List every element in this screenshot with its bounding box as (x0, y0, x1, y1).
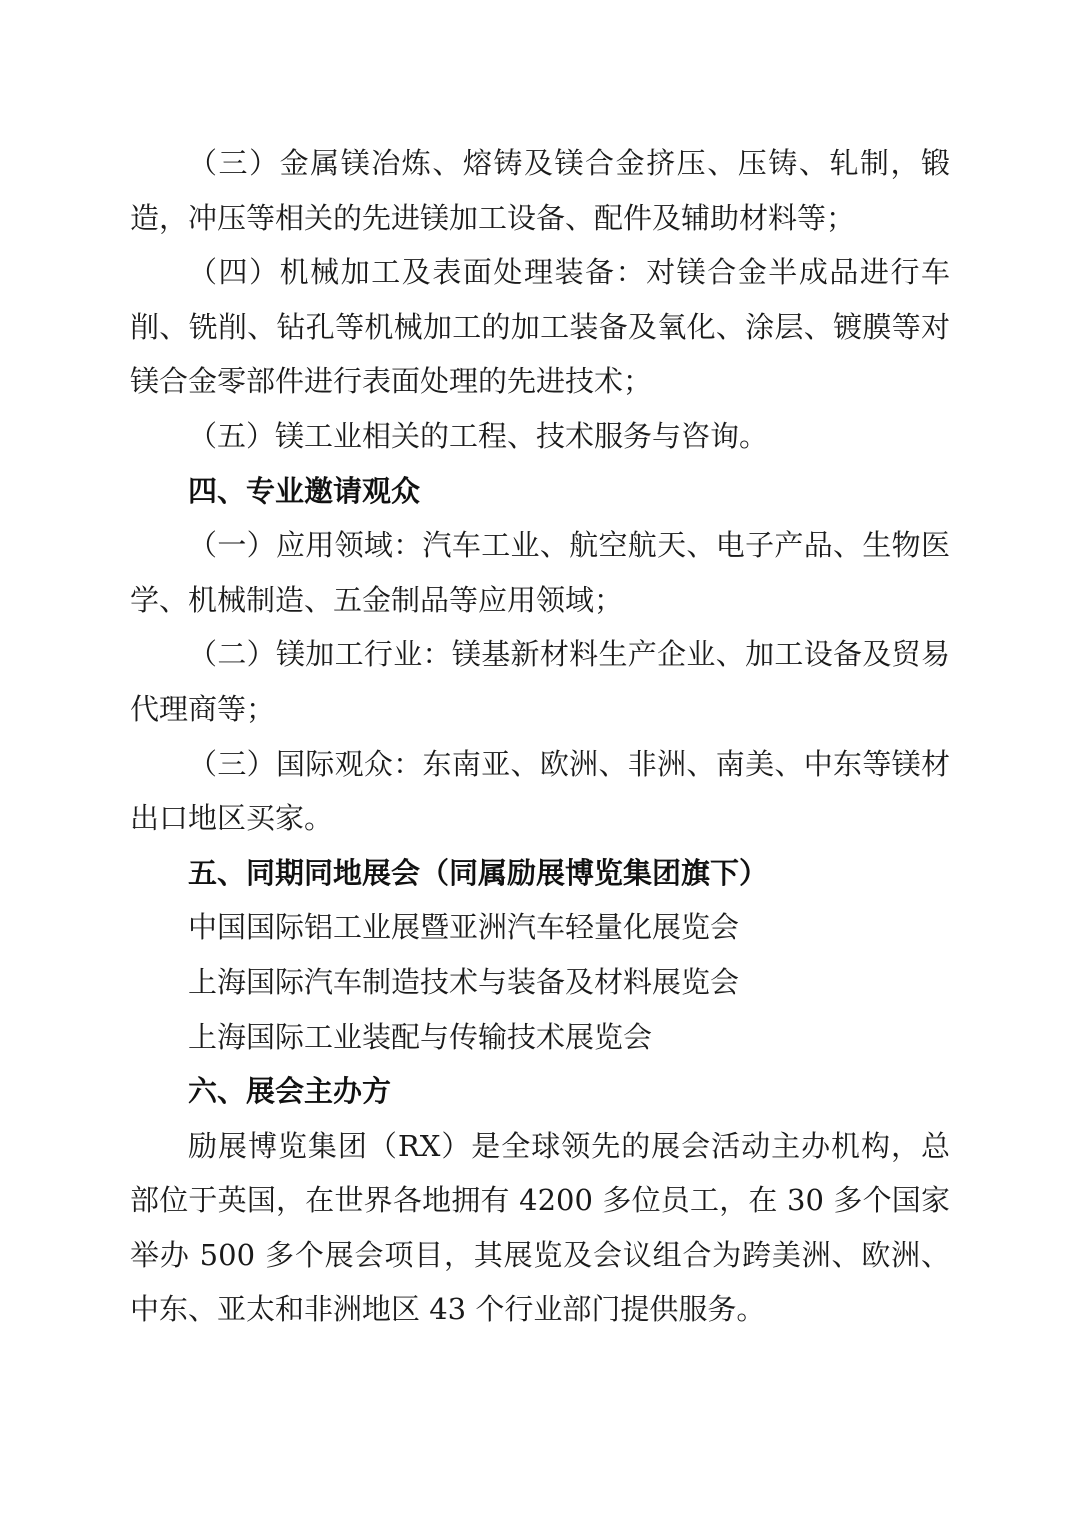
visitor-item-3: （三）国际观众：东南亚、欧洲、非洲、南美、中东等镁材出口地区买家。 (130, 746, 950, 836)
section-heading-concurrent-shows: 五、同期同地展会（同属励展博览集团旗下） (188, 855, 769, 890)
visitor-item-1: （一）应用领域：汽车工业、航空航天、电子产品、生物医学、机械制造、五金制品等应用领域； (130, 528, 950, 617)
section-heading-visitors: 四、专业邀请观众 (188, 473, 421, 508)
visitor-item-2: （二）镁加工行业：镁基新材料生产企业、加工设备及贸易代理商等； (130, 637, 950, 726)
concurrent-show-2: 上海国际汽车制造技术与装备及材料展览会 (188, 964, 740, 999)
organizer-description: 励展博览集团（RX）是全球领先的展会活动主办机构，总部位于英国，在世界各地拥有 4200 多位员工，在 30 多个国家举办 500 多个展会项目，其展览及会议组合为跨美洲、欧洲、中东、亚太和非洲地区 43 个行业部门提供服务。 (130, 1128, 950, 1327)
concurrent-show-1: 中国国际铝工业展暨亚洲汽车轻量化展览会 (188, 910, 740, 945)
exhibit-scope-item-5: （五）镁工业相关的工程、技术服务与咨询。 (188, 418, 769, 453)
exhibit-scope-item-4: （四）机械加工及表面处理装备：对镁合金半成品进行车削、铣削、钻孔等机械加工的加工装备及氧化、涂层、镀膜等对镁合金零部件进行表面处理的先进技术； (130, 255, 950, 399)
exhibit-scope-item-3: （三）金属镁冶炼、熔铸及镁合金挤压、压铸、轧制，锻造，冲压等相关的先进镁加工设备、配件及辅助材料等； (130, 146, 950, 235)
document-body (130, 136, 950, 1337)
section-heading-organizer: 六、展会主办方 (188, 1074, 392, 1109)
concurrent-show-3: 上海国际工业装配与传输技术展览会 (188, 1019, 653, 1054)
